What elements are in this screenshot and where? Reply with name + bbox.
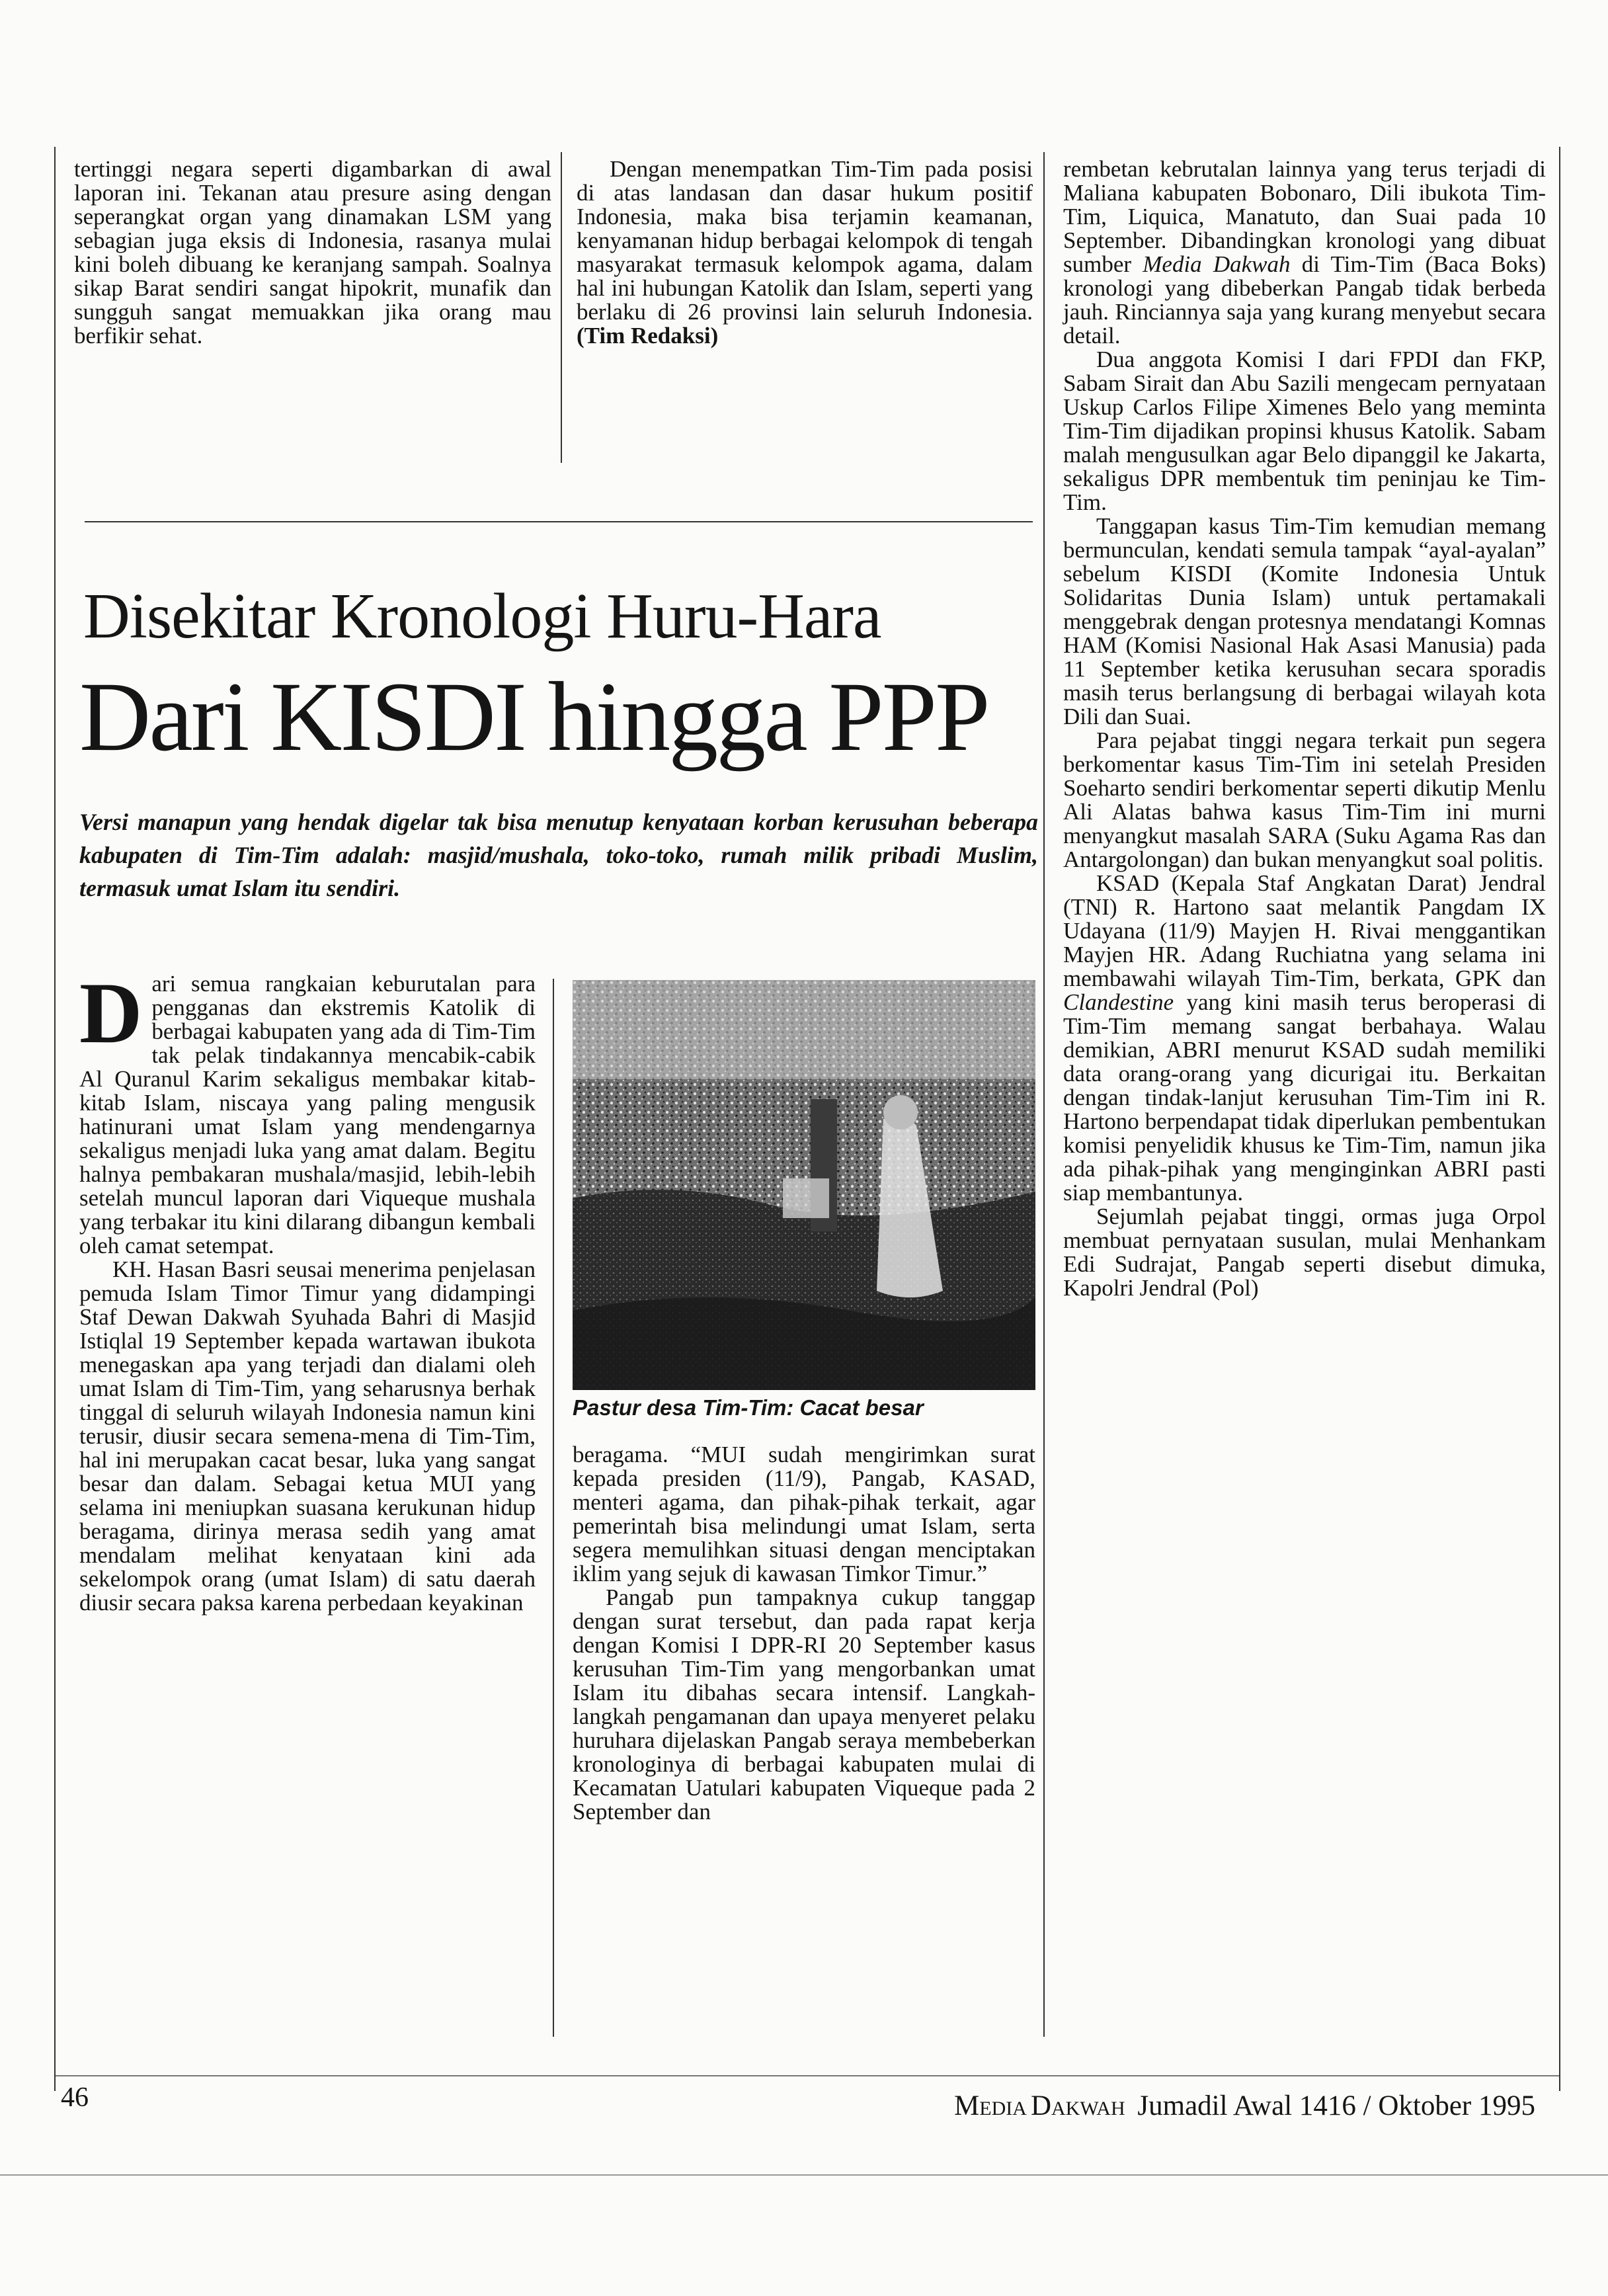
article-title: Dari KISDI hingga PPP <box>79 662 988 772</box>
page-frame-left <box>54 147 56 2091</box>
article-lead: Versi manapun yang hendak digelar tak bisa menutup kenyataan korban kerusuhan beberapa kabupaten di Tim-Tim adalah: masjid/mushala, toko-toko, rumah milik pribadi Muslim, termasuk umat Islam itu sendiri. <box>79 809 1038 901</box>
magazine-name-dakwah: Dakwah <box>1030 2090 1125 2121</box>
editorial-credit: (Tim Redaksi) <box>577 323 719 348</box>
mid-paragraph-2: Pangab pun tampaknya cukup tanggap dengan surat tersebut, dan pada rapat kerja dengan Komisi I DPR-RI 20 September kasus kerusuhan Tim-Tim yang mengorbankan umat Islam itu dibahas secara intensif. Langkah-langkah pengamanan dan upaya menyeret pelaku huruhara dijelaskan Pangab seraya membeberkan kronologinya di berbagai kabupaten mulai di Kecamatan Uatulari kabupaten Viqueque pada 2 September dan <box>573 1584 1035 1824</box>
page-frame-right <box>1559 147 1560 2091</box>
right-paragraph-1: rembetan kebrutalan lainnya yang terus terjadi di Maliana kabupaten Bobonaro, Dili ibukota Tim-Tim, Liquica, Manatuto, dan Suai pada 10 September. Dibandingkan kronologi yang dibuat sumber Media Dakwah di Tim-Tim (Baca Boks) kronologi yang dibeberkan Pangab tidak berbeda jauh. Rinciannya saja yang kurang menyebut secara detail. <box>1063 156 1547 348</box>
body-paragraph-1: Dari semua rangkaian keburutalan para pengganas dan ekstremis Katolik di berbagai kabupaten yang ada di Tim-Tim tak pelak tindakannya mencabik-cabik Al Quranul Karim sekaligus membakar kitab-kitab Islam, niscaya yang paling mengusik hatinurani umat Islam yang mendengarnya sekaligus menjadi luka yang amat dalam. Begitu halnya pembakaran mushala/masjid, lebih-lebih setelah muncul laporan dari Viqueque mushala yang terbakar itu kini dilarang dibangun kembali oleh camat setempat. <box>79 964 536 1258</box>
article-kicker: Disekitar Kronologi Huru-Hara <box>83 581 881 652</box>
photo-priest <box>573 980 1035 1390</box>
top-column-divider-1 <box>561 152 562 463</box>
media-dakwah-italic: Media Dakwah <box>1143 251 1291 277</box>
right-paragraph-3: Tanggapan kasus Tim-Tim kemudian memang bermunculan, kendati semula tampak “ayal-ayalan” sebelum KISDI (Komite Indonesia Untuk Solidaritas Dunia Islam) untuk pertamakali menggebrak dengan protesnya mendatangi Komnas HAM (Komisi Nasional Hak Asasi Manusia) pada 11 September ketika kerusuhan secara sporadis masih terus berlangsung di berbagai wilayah kota Dili dan Suai. <box>1063 513 1546 729</box>
scan-edge-rule <box>0 2174 1608 2176</box>
right-paragraph-5: KSAD (Kepala Staf Angkatan Darat) Jendral (TNI) R. Hartono saat melantik Pangdam IX Udayana (11/9) Mayjen H. Rivai menggantikan Mayjen HR. Adang Ruchiatna yang selama ini membawahi wilayah Tim-Tim, berkata, GPK dan Clandestine yang kini masih terus beroperasi di Tim-Tim memang sangat berbahaya. Walau demikian, ABRI menurut KSAD sudah memiliki data orang-orang yang dicurigai itu. Berkaitan dengan tindak-lanjut kerusuhan Tim-Tim ini R. Hartono berpendapat tidak diperlukan pembentukan komisi penyelidik khusus ke Tim-Tim, namun jika ada pihak-pihak yang menginginkan ABRI pasti siap membantunya. <box>1063 870 1546 1206</box>
top-column-1 <box>74 157 551 348</box>
right-paragraph-4: Para pejabat tinggi negara terkait pun segera berkomentar kasus Tim-Tim ini setelah Presiden Soeharto sendiri berkomentar seperti dikutip Menlu Ali Alatas bahwa kasus Tim-Tim ini murni menyangkut masalah SARA (Suku Agama Ras dan Antargolongan) dan bukan menyangkut soal politis. <box>1063 727 1546 872</box>
top-column-2 <box>577 157 1033 348</box>
body-paragraph-2: KH. Hasan Basri seusai menerima penjelasan pemuda Islam Timor Timur yang didampingi Staf Dewan Dakwah Syuhada Bahri di Masjid Istiqlal 19 September kepada wartawan ibukota menegaskan apa yang terjadi dan dialami oleh umat Islam di Tim-Tim, yang seharusnya berhak tinggal di seluruh wilayah Indonesia namun kini terusir, diusir secara semena-mena di Tim-Tim, hal ini merupakan cacat besar, luka yang sangat besar dan dalam. Sebagai ketua MUI yang selama ini meniupkan suasana kerukunan hidup beragama, dirinya merasa sedih yang amat mendalam melihat kenyataan kini ada sekelompok orang (umat Islam) di satu daerah diusir secara paksa karena perbedaan keyakinan <box>79 1256 536 1616</box>
photo-caption: Pastur desa Tim-Tim: Cacat besar <box>573 1395 924 1420</box>
right-paragraph-2: Dua anggota Komisi I dari FPDI dan FKP, Sabam Sirait dan Abu Sazili mengecam pernyataan Uskup Carlos Filipe Ximenes Belo yang meminta Tim-Tim dijadikan propinsi khusus Katolik. Sabam malah mengusulkan agar Belo dipanggil ke Jakarta, sekaligus DPR membentuk tim peninjau ke Tim-Tim. <box>1063 347 1546 515</box>
body-column-1 <box>79 964 536 1616</box>
body-column-3 <box>1063 157 1546 1300</box>
mid-paragraph-1: beragama. “MUI sudah mengirimkan surat kepada presiden (11/9), Pangab, KASAD, menteri agama, dan pihak-pihak terkait, agar pemerintah bisa melindungi umat Islam, serta segera memulihkan situasi dengan menciptakan iklim yang sejuk di kawasan Timkor Timur.” <box>573 1442 1035 1586</box>
right-paragraph-6: Sejumlah pejabat tinggi, ormas juga Orpol membuat pernyataan susulan, mulai Menhankam Edi Sudrajat, Pangab seperti disebut dimuka, Kapolri Jendral (Pol) <box>1063 1204 1546 1301</box>
top-column-1-text: tertinggi negara seperti digambarkan di awal laporan ini. Tekanan atau presure asing dengan seperangkat organ yang dinamakan LSM yang sebagian juga eksis di Indonesia, rasanya mulai kini boleh dibuang ke keranjang sampah. Soalnya sikap Barat sendiri sangat hipokrit, munafik dan sungguh sangat memuakkan jika orang mau berfikir sehat. <box>74 156 551 348</box>
issue-date: Jumadil Awal 1416 / Oktober 1995 <box>1137 2090 1535 2121</box>
headline-top-rule <box>85 521 1033 522</box>
photo-priest-image <box>573 980 1035 1390</box>
drop-cap: D <box>79 964 143 1061</box>
masthead-footer <box>954 2090 1535 2122</box>
clandestine-italic: Clandestine <box>1063 989 1174 1015</box>
body-column-2 <box>573 1443 1035 1824</box>
bottom-rule <box>56 2075 1559 2076</box>
body-column-divider-1 <box>553 979 554 2037</box>
top-column-divider-2 <box>1043 152 1045 2037</box>
magazine-name-media: Media <box>954 2090 1027 2121</box>
page-number: 46 <box>61 2082 89 2113</box>
top-column-2-text: Dengan menempatkan Tim-Tim pada posisi di atas landasan dan dasar hukum positif Indonesia, maka bisa terjamin keamanan, kenyamanan hidup berbagai kelompok di tengah masyarakat termasuk kelompok agama, dalam hal ini hubungan Katolik dan Islam, seperti yang berlaku di 26 provinsi lain seluruh Indonesia. (Tim Redaksi) <box>577 156 1033 348</box>
